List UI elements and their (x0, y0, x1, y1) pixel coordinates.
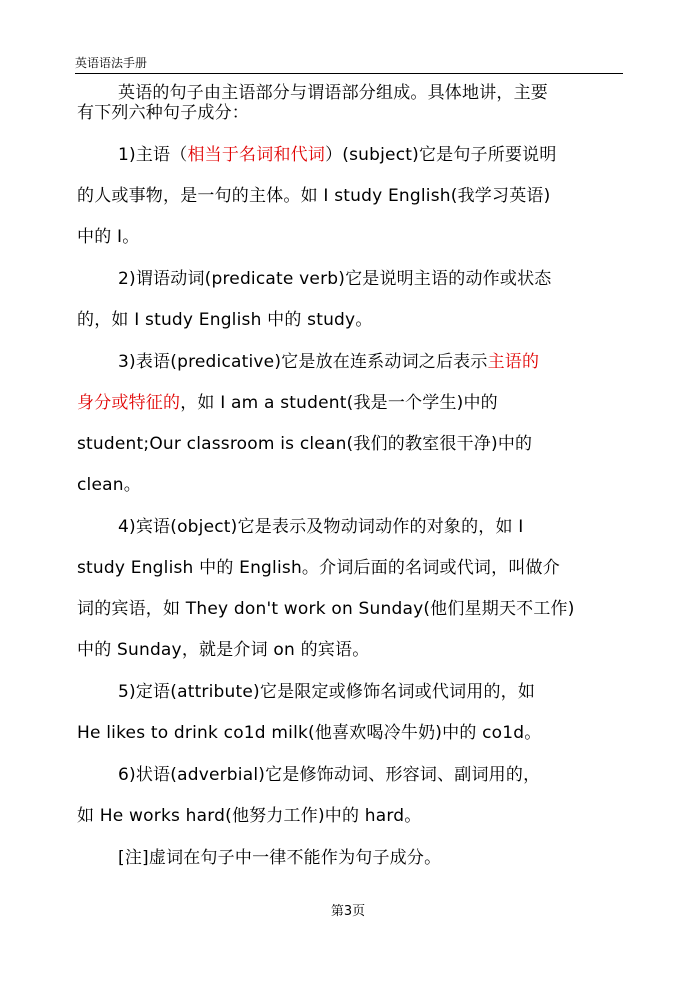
predicative-line-2 (77, 393, 625, 413)
subject-text-b: ）(subject)它是句子所要说明 (325, 145, 557, 165)
subject-line-2: 的人或事物，是一句的主体。如 I study English(我学习英语) (77, 186, 551, 206)
attribute-line-2: He likes to drink co1d milk(他喜欢喝冷牛奶)中的 co1d。 (77, 723, 542, 743)
object-line-2: study English 中的 English。介词后面的名词或代词，叫做介 (77, 558, 560, 578)
adverbial-line-1: 6)状语(adverbial)它是修饰动词、形容词、副词用的， (118, 765, 541, 785)
subject-highlight: 相当于名词和代词 (187, 145, 326, 165)
predicative-text-a: 3)表语(predicative)它是放在连系动词之后表示 (118, 352, 488, 372)
subject-line-1 (77, 145, 625, 165)
predicative-highlight-1: 主语的 (487, 352, 540, 372)
intro-line-1: 英语的句子由主语部分与谓语部分组成。具体地讲，主要 (118, 83, 548, 103)
intro-line-2: 有下列六种句子成分： (77, 103, 249, 123)
predicate-line-2: 的，如 I study English 中的 study。 (77, 310, 373, 330)
object-line-1: 4)宾语(object)它是表示及物动词动作的对象的，如 I (118, 517, 524, 537)
subject-line-3: 中的 I。 (77, 227, 140, 247)
object-line-4: 中的 Sunday，就是介词 on 的宾语。 (77, 640, 370, 660)
predicative-text-b: ，如 I am a student(我是一个学生)中的 (180, 393, 498, 413)
attribute-line-1: 5)定语(attribute)它是限定或修饰名词或代词用的，如 (118, 682, 536, 702)
adverbial-line-2: 如 He works hard(他努力工作)中的 hard。 (77, 806, 422, 826)
page-content (77, 83, 625, 868)
object-line-3: 词的宾语，如 They don't work on Sunday(他们星期天不工作) (77, 599, 575, 619)
subject-text-a: 1)主语（ (118, 145, 188, 165)
note-line: [注]虚词在句子中一律不能作为句子成分。 (118, 848, 442, 868)
predicative-line-3: student;Our classroom is clean(我们的教室很干净)中的 (77, 434, 533, 454)
page-number: 第3页 (330, 904, 366, 919)
predicative-highlight-2: 身分或特征的 (77, 393, 181, 413)
predicative-line-4: clean。 (77, 475, 141, 495)
predicative-line-1 (77, 352, 625, 372)
running-header: 英语语法手册 (75, 56, 148, 70)
header-rule (75, 73, 623, 74)
predicate-line-1: 2)谓语动词(predicate verb)它是说明主语的动作或状态 (118, 269, 552, 289)
